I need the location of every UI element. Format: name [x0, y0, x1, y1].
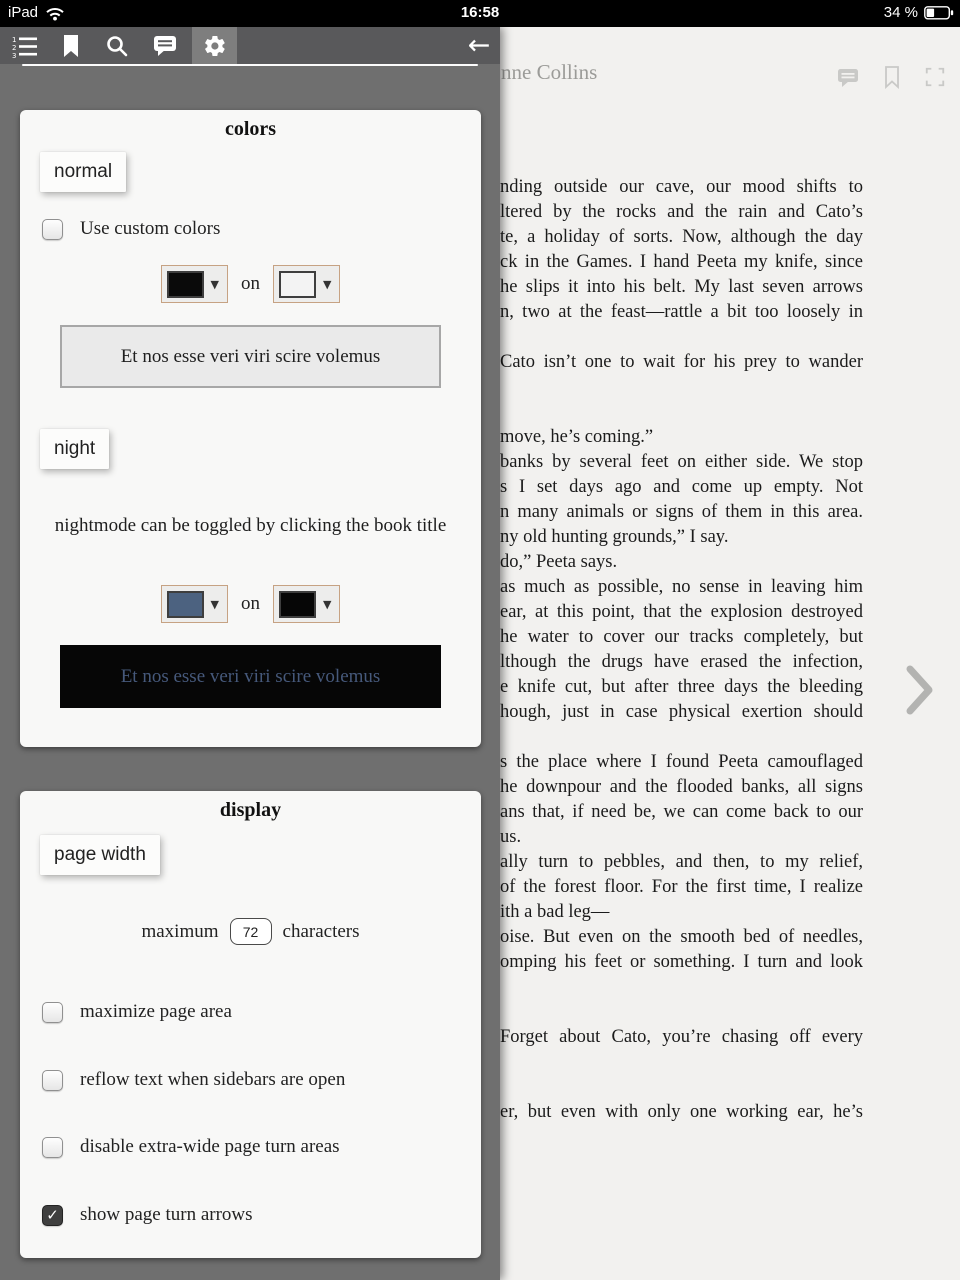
book-text-line: omping his feet or something. I turn and look [500, 952, 863, 972]
book-text-line: ny old hunting grounds,” I say. [500, 527, 729, 547]
bookmark-outline-icon[interactable] [882, 65, 902, 89]
svg-text:3: 3 [11, 51, 16, 58]
display-panel-title: display [219, 799, 282, 821]
book-text-line: of the forest floor. For the first time, I realize [500, 877, 863, 897]
characters-label: characters [282, 920, 360, 942]
book-text-line: n many animals or signs of them in this area. [500, 502, 863, 522]
normal-sample-text: Et nos esse veri viri scire volemus [60, 325, 441, 388]
book-text-line: n, two at the feast—rattle a bit too loosely in [500, 302, 863, 322]
max-characters-input[interactable] [230, 918, 272, 945]
book-text-line: oise. But even on the smooth bed of needles, [500, 927, 863, 947]
night-background-select[interactable] [273, 585, 340, 623]
colors-panel [20, 110, 481, 747]
maximize-page-area-checkbox[interactable] [42, 1002, 63, 1023]
normal-foreground-swatch [167, 271, 204, 298]
book-text-line: Forget about Cato, you’re chasing off every [500, 1027, 863, 1047]
display-panel [20, 791, 481, 1258]
book-text-line: ith a bad leg— [500, 902, 610, 922]
dropdown-arrow-icon: ▼ [210, 277, 219, 291]
bookmark-icon[interactable] [48, 27, 93, 64]
page-width-button[interactable]: page width [40, 835, 160, 875]
normal-background-swatch [279, 271, 316, 298]
reflow-text-checkbox[interactable] [42, 1070, 63, 1091]
book-text-line: Cato isn’t one to wait for his prey to wander [500, 352, 863, 372]
maximize-page-area-label: maximize page area [80, 1001, 232, 1022]
use-custom-colors-checkbox[interactable] [42, 219, 63, 240]
night-background-swatch [279, 591, 316, 618]
night-foreground-swatch [167, 591, 204, 618]
toolbar-separator [22, 64, 478, 66]
reader-toolbar [0, 27, 500, 64]
contents-icon[interactable] [2, 27, 47, 64]
battery-percent-label: 34 % [883, 4, 918, 21]
status-bar [0, 0, 960, 27]
night-scheme-button[interactable]: night [40, 429, 109, 469]
book-text-line: he water to cover our tracks completely, but [500, 627, 863, 647]
book-text-line: he slips it into his belt. My last seven arrows [500, 277, 863, 297]
annotations-icon[interactable] [836, 65, 860, 89]
search-icon[interactable] [94, 27, 139, 64]
night-mode-caption: nightmode can be toggled by clicking the book title [54, 515, 447, 536]
disable-wide-turn-areas-checkbox[interactable] [42, 1137, 63, 1158]
normal-background-select[interactable] [273, 265, 340, 303]
status-time: 16:58 [460, 4, 500, 21]
book-text-line: er, but even with only one working ear, he’s [500, 1102, 863, 1122]
book-title-header[interactable]: nne Collins [501, 60, 598, 84]
book-text-line: move, he’s coming.” [500, 427, 654, 447]
dropdown-arrow-icon: ▼ [323, 597, 332, 611]
dropdown-arrow-icon: ▼ [323, 277, 332, 291]
book-text-line: s the place where I found Peeta camouflaged [500, 752, 863, 772]
book-text-line: ally turn to pebbles, and then, to my relief, [500, 852, 863, 872]
disable-wide-turn-areas-label: disable extra-wide page turn areas [80, 1136, 340, 1157]
svg-text:2: 2 [11, 43, 16, 52]
night-foreground-select[interactable] [161, 585, 228, 623]
colors-panel-title: colors [224, 118, 277, 140]
back-arrow-icon[interactable]: ← [467, 30, 491, 61]
carrier-label: iPad [8, 4, 39, 21]
night-sample-text: Et nos esse veri viri scire volemus [60, 645, 441, 708]
chevron-right-icon[interactable] [905, 665, 935, 715]
book-text-line: he downpour and the flooded banks, all signs [500, 777, 863, 797]
book-text-line: lthough the drugs have erased the infection, [500, 652, 863, 672]
dropdown-arrow-icon: ▼ [210, 597, 219, 611]
normal-scheme-button[interactable]: normal [40, 152, 126, 192]
battery-icon [924, 6, 954, 20]
book-text-line: ear, at this point, that the explosion destroyed [500, 602, 863, 622]
settings-sidebar [0, 27, 500, 1280]
book-text-line: ans that, if need be, we can come back to our [500, 802, 863, 822]
svg-text:1: 1 [11, 35, 16, 44]
book-text-line: banks by several feet on either side. We stop [500, 452, 863, 472]
book-text-line: te, a holiday of sorts. Now, although the day [500, 227, 863, 247]
book-text-line: do,” Peeta says. [500, 552, 618, 572]
annotations-icon[interactable] [142, 27, 187, 64]
book-text-line: e knife cut, but after three days the bleeding [500, 677, 863, 697]
book-text-line: as much as possible, no sense in leaving him [500, 577, 863, 597]
show-page-turn-arrows-checkbox[interactable]: ✓ [42, 1205, 63, 1226]
book-text-line: ltered by the rocks and the rain and Cato’s [500, 202, 863, 222]
book-text-line: s I set days ago and come up empty. Not [500, 477, 863, 497]
settings-icon[interactable] [192, 27, 237, 64]
reflow-text-label: reflow text when sidebars are open [80, 1069, 346, 1090]
normal-foreground-select[interactable] [161, 265, 228, 303]
on-label: on [241, 273, 260, 294]
book-text-line: us. [500, 827, 522, 847]
fullscreen-icon[interactable] [924, 66, 946, 88]
use-custom-colors-label: Use custom colors [80, 218, 221, 239]
on-label: on [241, 593, 260, 614]
book-text-line: hough, just in case physical exertion should [500, 702, 863, 722]
book-text-line: nding outside our cave, our mood shifts to [500, 177, 863, 197]
show-page-turn-arrows-label: show page turn arrows [80, 1204, 253, 1225]
maximum-label: maximum [141, 920, 219, 942]
book-text-line: ck in the Games. I hand Peeta my knife, since [500, 252, 863, 272]
